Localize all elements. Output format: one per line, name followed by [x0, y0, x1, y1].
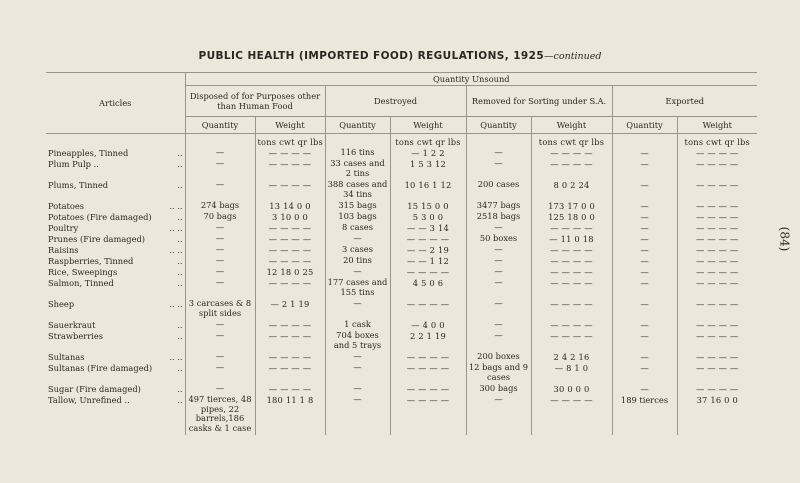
header-quantity: Quantity [185, 117, 255, 134]
weight-cell: — — — — [531, 245, 612, 256]
quantity-cell: 274 bags [185, 201, 255, 212]
article-name: Raisins [48, 245, 79, 255]
weight-cell: — — — — [677, 159, 757, 180]
table-row [46, 148, 757, 159]
weight-cell: 37 16 0 0 [677, 395, 757, 435]
quantity-cell: — [612, 234, 677, 245]
article-name: Sauerkraut [48, 320, 96, 330]
article-name: Plums, Tinned [48, 180, 109, 190]
weight-cell: — — — — [531, 278, 612, 299]
quantity-cell: 200 boxes [466, 352, 531, 363]
article-cell [46, 223, 185, 234]
weight-cell: — — — — [255, 223, 325, 234]
weight-cell: — — — — [255, 256, 325, 267]
weight-cell: 15 15 0 0 [390, 201, 466, 212]
quantity-cell: — [612, 223, 677, 234]
article-name: Sultanas (Fire damaged) [48, 363, 153, 373]
weight-cell: — — — — [531, 267, 612, 278]
quantity-cell: 50 boxes [466, 234, 531, 245]
quantity-cell: — [612, 320, 677, 331]
leader-dots: .. [177, 159, 183, 169]
weight-cell: — — — — [531, 256, 612, 267]
table-row [46, 245, 757, 256]
leader-dots: .. .. [169, 223, 183, 233]
header-weight: Weight [390, 117, 466, 134]
article-cell [46, 278, 185, 299]
weight-cell: — — — — [677, 267, 757, 278]
header-articles: Articles [46, 73, 185, 134]
quantity-cell: 3477 bags [466, 201, 531, 212]
quantity-cell: — [466, 245, 531, 256]
weight-cell: — — — — [255, 148, 325, 159]
weight-cell: — — — — [390, 395, 466, 435]
article-cell [46, 245, 185, 256]
quantity-cell: — [185, 256, 255, 267]
quantity-cell: 20 tins [325, 256, 390, 267]
quantity-cell: — [612, 201, 677, 212]
quantity-cell: — [185, 245, 255, 256]
units-label: tons cwt qr lbs [255, 134, 325, 149]
weight-cell: 5 3 0 0 [390, 212, 466, 223]
quantity-cell: — [612, 384, 677, 395]
header-quantity-unsound: Quantity Unsound [185, 73, 757, 86]
weight-cell: 12 18 0 25 [255, 267, 325, 278]
weight-cell: 125 18 0 0 [531, 212, 612, 223]
header-weight: Weight [531, 117, 612, 134]
article-cell [46, 299, 185, 320]
weight-cell: — — — — [531, 320, 612, 331]
quantity-cell: — [185, 352, 255, 363]
quantity-cell: — [466, 331, 531, 352]
quantity-cell: 12 bags and 9 cases [466, 363, 531, 384]
quantity-cell: — [325, 363, 390, 384]
quantity-cell: — [185, 234, 255, 245]
article-cell [46, 148, 185, 159]
weight-cell: — — — — [255, 278, 325, 299]
weight-cell: — — 2 19 [390, 245, 466, 256]
quantity-cell: 497 tierces, 48 pipes, 22 barrels,186 casks & 1 case [185, 395, 255, 435]
weight-cell: — — — — [531, 159, 612, 180]
weight-cell: 1 5 3 12 [390, 159, 466, 180]
units-row [46, 134, 757, 149]
article-name: Rice, Sweepings [48, 267, 118, 277]
weight-cell: — — — — [677, 363, 757, 384]
page-title [0, 50, 800, 62]
quantity-cell: 177 cases and 155 tins [325, 278, 390, 299]
units-label: tons cwt qr lbs [531, 134, 612, 149]
weight-cell: — — — — [255, 180, 325, 201]
quantity-cell: — [466, 395, 531, 435]
weight-cell: — — — — [255, 331, 325, 352]
weight-cell: — — — — [390, 234, 466, 245]
table-row [46, 395, 757, 435]
weight-cell: — 11 0 18 [531, 234, 612, 245]
quantity-cell: — [325, 395, 390, 435]
leader-dots: .. [177, 180, 183, 190]
quantity-cell: — [325, 267, 390, 278]
weight-cell: — — — — [531, 299, 612, 320]
quantity-cell: — [325, 299, 390, 320]
article-cell [46, 180, 185, 201]
article-cell [46, 384, 185, 395]
header-exported: Exported [612, 86, 757, 117]
leader-dots: .. [177, 395, 183, 405]
article-name: Poultry [48, 223, 79, 233]
table-row [46, 352, 757, 363]
article-name: Plum Pulp .. [48, 159, 99, 169]
weight-cell: — — — — [677, 320, 757, 331]
weight-cell: — — — — [677, 278, 757, 299]
header-quantity: Quantity [612, 117, 677, 134]
weight-cell: — 4 0 0 [390, 320, 466, 331]
quantity-cell: — [466, 223, 531, 234]
weight-cell: — — — — [255, 159, 325, 180]
leader-dots: .. .. [169, 299, 183, 309]
quantity-cell: 1 cask [325, 320, 390, 331]
article-cell [46, 212, 185, 223]
weight-cell: — — — — [390, 384, 466, 395]
quantity-cell: — [325, 234, 390, 245]
table-row [46, 363, 757, 384]
quantity-cell: — [612, 363, 677, 384]
weight-cell: — — 1 12 [390, 256, 466, 267]
article-name: Strawberries [48, 331, 104, 341]
weight-cell: — — — — [677, 245, 757, 256]
weight-cell: — — — — [255, 352, 325, 363]
leader-dots: .. [177, 384, 183, 394]
article-name: Potatoes [48, 201, 85, 211]
quantity-cell: — [325, 352, 390, 363]
weight-cell: — — — — [677, 256, 757, 267]
weight-cell: — — 3 14 [390, 223, 466, 234]
quantity-cell: — [612, 352, 677, 363]
weight-cell: 4 5 0 6 [390, 278, 466, 299]
weight-cell: — — — — [677, 299, 757, 320]
weight-cell: — — — — [677, 180, 757, 201]
table-row [46, 212, 757, 223]
article-name: Tallow, Unrefined .. [48, 395, 130, 405]
weight-cell: — — — — [677, 352, 757, 363]
weight-cell: — — — — [255, 363, 325, 384]
header-removed: Removed for Sorting under S.A. [466, 86, 612, 117]
quantity-cell: — [466, 159, 531, 180]
weight-cell: — — — — [677, 201, 757, 212]
table-row [46, 384, 757, 395]
table-row [46, 267, 757, 278]
quantity-cell: — [185, 278, 255, 299]
weight-cell: — — — — [677, 212, 757, 223]
quantity-cell: — [185, 159, 255, 180]
title-suffix: —continued [544, 51, 602, 62]
page-number: (84) [777, 226, 792, 252]
header-quantity: Quantity [325, 117, 390, 134]
article-cell [46, 395, 185, 435]
article-name: Sultanas [48, 352, 85, 362]
quantity-cell: — [466, 278, 531, 299]
quantity-cell: — [185, 384, 255, 395]
table-row [46, 278, 757, 299]
weight-cell: — — — — [677, 223, 757, 234]
weight-cell: 8 0 2 24 [531, 180, 612, 201]
weight-cell: 30 0 0 0 [531, 384, 612, 395]
weight-cell: — — — — [390, 352, 466, 363]
quantity-cell: — [466, 320, 531, 331]
article-cell [46, 363, 185, 384]
table-row [46, 320, 757, 331]
weight-cell: 180 11 1 8 [255, 395, 325, 435]
weight-cell: — — — — [255, 384, 325, 395]
weight-cell: — — — — [255, 320, 325, 331]
article-cell [46, 201, 185, 212]
article-cell [46, 234, 185, 245]
imported-food-table [46, 72, 757, 435]
leader-dots: .. [177, 212, 183, 222]
table-row [46, 256, 757, 267]
article-name: Sheep [48, 299, 75, 309]
table-row [46, 180, 757, 201]
weight-cell: 3 10 0 0 [255, 212, 325, 223]
quantity-cell: — [185, 267, 255, 278]
article-name: Prunes (Fire damaged) [48, 234, 146, 244]
article-name: Potatoes (Fire damaged) [48, 212, 152, 222]
weight-cell: — — — — [531, 331, 612, 352]
quantity-cell: — [185, 223, 255, 234]
weight-cell: — — — — [531, 148, 612, 159]
units-label: tons cwt qr lbs [390, 134, 466, 149]
title-text: PUBLIC HEALTH (IMPORTED FOOD) REGULATIONS, 1925 [198, 50, 545, 62]
leader-dots: .. [177, 363, 183, 373]
weight-cell: — — — — [531, 223, 612, 234]
quantity-cell: — [185, 320, 255, 331]
quantity-cell: 300 bags [466, 384, 531, 395]
leader-dots: .. [177, 267, 183, 277]
header-quantity: Quantity [466, 117, 531, 134]
table-row [46, 159, 757, 180]
weight-cell: 173 17 0 0 [531, 201, 612, 212]
quantity-cell: 189 tierces [612, 395, 677, 435]
leader-dots: .. [177, 278, 183, 288]
quantity-cell: 388 cases and 34 tins [325, 180, 390, 201]
table-row [46, 331, 757, 352]
quantity-cell: — [466, 299, 531, 320]
quantity-cell: 3 carcases & 8 split sides [185, 299, 255, 320]
quantity-cell: 8 cases [325, 223, 390, 234]
leader-dots: .. [177, 320, 183, 330]
quantity-cell: 3 cases [325, 245, 390, 256]
table-row [46, 299, 757, 320]
leader-dots: .. .. [169, 352, 183, 362]
article-cell [46, 159, 185, 180]
quantity-cell: 70 bags [185, 212, 255, 223]
weight-cell: — 2 1 19 [255, 299, 325, 320]
weight-cell: — — — — [255, 234, 325, 245]
weight-cell: — — — — [390, 363, 466, 384]
weight-cell: 2 2 1 19 [390, 331, 466, 352]
leader-dots: .. [177, 256, 183, 266]
header-weight: Weight [255, 117, 325, 134]
quantity-cell: — [612, 267, 677, 278]
quantity-cell: 116 tins [325, 148, 390, 159]
article-cell [46, 256, 185, 267]
quantity-cell: — [612, 331, 677, 352]
quantity-cell: — [185, 180, 255, 201]
quantity-cell: — [612, 148, 677, 159]
weight-cell: — — — — [390, 299, 466, 320]
header-disposed: Disposed of for Purposes other than Human Food [185, 86, 325, 117]
quantity-cell: — [185, 148, 255, 159]
header-weight: Weight [677, 117, 757, 134]
weight-cell: — 8 1 0 [531, 363, 612, 384]
quantity-cell: 2518 bags [466, 212, 531, 223]
quantity-cell: — [612, 299, 677, 320]
quantity-cell: — [185, 363, 255, 384]
weight-cell: — — — — [677, 148, 757, 159]
leader-dots: .. .. [169, 245, 183, 255]
article-cell [46, 331, 185, 352]
quantity-cell: — [466, 148, 531, 159]
weight-cell: — — — — [531, 395, 612, 435]
weight-cell: — — — — [677, 384, 757, 395]
quantity-cell: — [185, 331, 255, 352]
article-name: Raspberries, Tinned [48, 256, 134, 266]
weight-cell: — — — — [677, 234, 757, 245]
quantity-cell: 200 cases [466, 180, 531, 201]
article-cell [46, 352, 185, 363]
article-cell [46, 267, 185, 278]
quantity-cell: — [612, 245, 677, 256]
leader-dots: .. [177, 234, 183, 244]
weight-cell: 10 16 1 12 [390, 180, 466, 201]
quantity-cell: — [612, 180, 677, 201]
quantity-cell: 103 bags [325, 212, 390, 223]
weight-cell: — — — — [255, 245, 325, 256]
quantity-cell: — [466, 267, 531, 278]
quantity-cell: — [466, 256, 531, 267]
article-name: Salmon, Tinned [48, 278, 114, 288]
article-name: Pineapples, Tinned [48, 148, 129, 158]
quantity-cell: — [612, 278, 677, 299]
quantity-cell: 315 bags [325, 201, 390, 212]
table-row [46, 223, 757, 234]
quantity-cell: — [612, 212, 677, 223]
article-name: Sugar (Fire damaged) [48, 384, 141, 394]
quantity-cell: — [325, 384, 390, 395]
weight-cell: — 1 2 2 [390, 148, 466, 159]
leader-dots: .. [177, 148, 183, 158]
leader-dots: .. [177, 331, 183, 341]
quantity-cell: — [612, 256, 677, 267]
quantity-cell: 704 boxes and 5 trays [325, 331, 390, 352]
weight-cell: 13 14 0 0 [255, 201, 325, 212]
weight-cell: 2 4 2 16 [531, 352, 612, 363]
weight-cell: — — — — [677, 331, 757, 352]
weight-cell: — — — — [390, 267, 466, 278]
table-row [46, 234, 757, 245]
units-label: tons cwt qr lbs [677, 134, 757, 149]
quantity-cell: — [612, 159, 677, 180]
table-row [46, 201, 757, 212]
article-cell [46, 320, 185, 331]
quantity-cell: 33 cases and 2 tins [325, 159, 390, 180]
header-destroyed: Destroyed [325, 86, 466, 117]
leader-dots: .. .. [169, 201, 183, 211]
